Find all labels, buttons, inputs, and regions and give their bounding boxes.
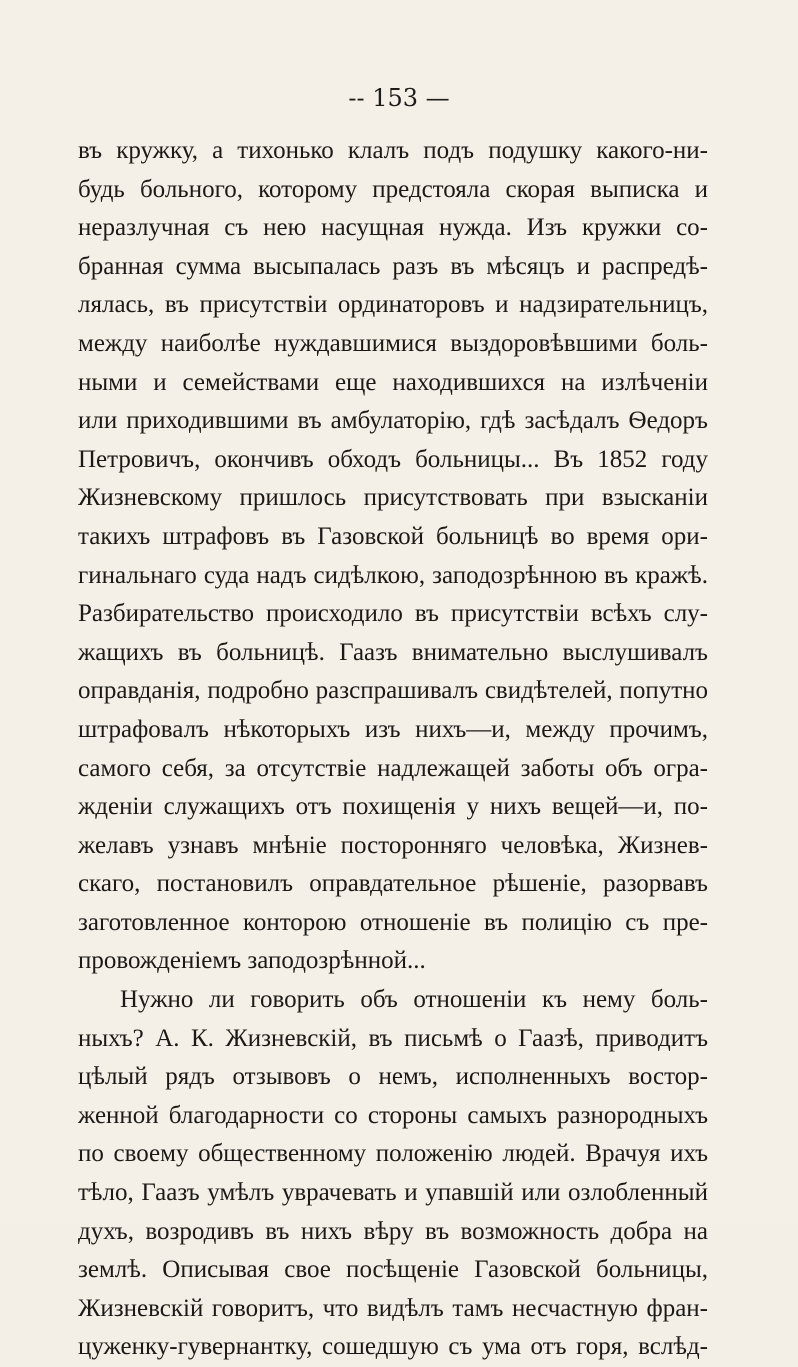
text-line: Разбирательство происходило въ присутствіи всѣхъ слу- xyxy=(78,600,708,628)
text-line: Жизневскій говоритъ, что видѣлъ тамъ несчастную фран- xyxy=(78,1294,708,1322)
text-line: бранная сумма высыпалась разъ въ мѣсяцъ и распредѣ- xyxy=(78,252,708,280)
text-line: между наиболѣе нуждавшимися выздоровѣвшими боль- xyxy=(78,329,708,357)
text-line: гинальнаго суда надъ сидѣлкою, заподозрѣнною въ кражѣ. xyxy=(78,561,708,589)
text-line: тѣло, Гаазъ умѣлъ уврачевать и упавшій или озлобленный xyxy=(78,1179,708,1207)
text-line: желавъ узнавъ мнѣніе посторонняго человѣка, Жизнев- xyxy=(78,831,708,859)
text-line: землѣ. Описывая свое посѣщеніе Газовской больницы, xyxy=(78,1256,708,1284)
text-line: цуженку-гувернантку, сошедшую съ ума отъ горя, вслѣд- xyxy=(78,1333,708,1361)
text-line: жащихъ въ больницѣ. Гаазъ внимательно выслушивалъ xyxy=(78,638,708,666)
text-line: ными и семействами еще находившихся на излѣченіи xyxy=(78,368,708,396)
page-number: -- 153 — xyxy=(348,84,450,112)
text-line: штрафовалъ нѣкоторыхъ изъ нихъ—и, между прочимъ, xyxy=(78,715,708,743)
text-line: жденіи служащихъ отъ похищенія у нихъ вещей—и, по- xyxy=(78,793,708,821)
body-text xyxy=(78,132,708,1367)
text-line: въ кружку, а тихонько клалъ подъ подушку какого-ни- xyxy=(78,137,708,164)
text-line: самого себя, за отсутствіе надлежащей заботы объ огра- xyxy=(78,754,708,782)
text-line: Жизневскому пришлось присутствовать при взысканіи xyxy=(78,484,708,512)
text-line: по своему общественному положенію людей. Врачуя ихъ xyxy=(78,1140,708,1168)
text-line: ныхъ? А. К. Жизневскій, въ письмѣ о Гаазѣ, приводитъ xyxy=(78,1024,708,1052)
text-line: или приходившими въ амбулаторію, гдѣ засѣдалъ Ѳедоръ xyxy=(78,407,708,435)
text-line: неразлучная съ нею насущная нужда. Изъ кружки со- xyxy=(78,214,708,242)
text-line: скаго, постановилъ оправдательное рѣшеніе, разорвавъ xyxy=(78,870,708,898)
text-line: лялась, въ присутствіи ординаторовъ и надзирательницъ, xyxy=(78,291,708,319)
text-line: женной благодарности со стороны самыхъ разнородныхъ xyxy=(78,1101,708,1129)
text-line: такихъ штрафовъ въ Газовской больницѣ во время ори- xyxy=(78,522,708,550)
text-line: Петровичъ, окончивъ обходъ больницы... Въ 1852 году xyxy=(78,445,708,473)
text-line: заготовленное конторою отношеніе въ полицію съ пре- xyxy=(78,908,708,936)
text-line: цѣлый рядъ отзывовъ о немъ, исполненныхъ востор- xyxy=(78,1063,708,1091)
paragraph-start-line: Нужно ли говорить объ отношеніи къ нему боль- xyxy=(120,986,708,1014)
text-line: духъ, возродивъ въ нихъ вѣру въ возможность добра на xyxy=(78,1217,708,1245)
text-line: будь больного, которому предстояла скорая выписка и xyxy=(78,175,708,203)
paragraph-end-line: провожденіемъ заподозрѣнной... xyxy=(78,947,426,975)
text-line: оправданія, подробно разспрашивалъ свидѣтелей, попутно xyxy=(78,677,708,705)
